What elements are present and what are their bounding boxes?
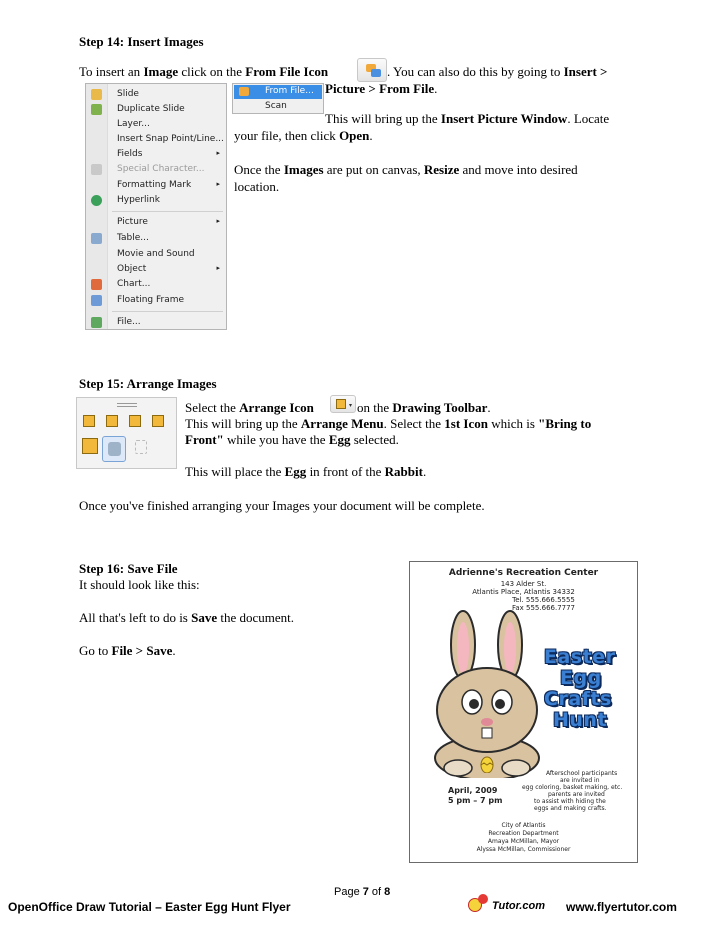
flyer-body: are invited in xyxy=(560,777,600,784)
text: Front" xyxy=(185,432,224,447)
menu-item-label: Duplicate Slide xyxy=(117,104,185,114)
page-number xyxy=(334,886,390,898)
menu-item-picture[interactable] xyxy=(86,215,226,230)
menu-item-label: Insert Snap Point/Line... xyxy=(117,134,224,144)
submenu-arrow-icon: ▸ xyxy=(216,149,220,157)
from-file-small-icon xyxy=(239,87,249,96)
text: Open xyxy=(339,128,370,143)
flyer-credit: Recreation Department xyxy=(488,830,559,837)
text: . xyxy=(434,81,438,96)
text: Insert > xyxy=(563,64,608,79)
text: . xyxy=(487,400,491,415)
text: Egg xyxy=(328,432,351,447)
step16-line1: It should look like this: xyxy=(79,577,200,592)
step15-heading: Step 15: Arrange Images xyxy=(79,376,217,391)
submenu-arrow-icon: ▸ xyxy=(216,180,220,188)
egg-icon xyxy=(480,755,494,773)
bring-forward-icon[interactable] xyxy=(106,415,118,427)
step14-para2-line2 xyxy=(234,128,373,144)
menu-item-label: Slide xyxy=(117,89,139,99)
menu-item-table[interactable] xyxy=(86,231,226,246)
text: click on the xyxy=(178,64,246,79)
text: Select the xyxy=(185,400,240,415)
menu-item-label: Formatting Mark xyxy=(117,180,192,190)
text: Page xyxy=(334,886,363,898)
flyer-address: Atlantis Place, Atlantis 34332 xyxy=(472,588,575,596)
text: File > Save xyxy=(111,643,173,658)
flyer-title: Adrienne's Recreation Center xyxy=(448,568,599,578)
table-icon xyxy=(91,233,102,244)
menu-item-label: Special Character... xyxy=(117,164,205,174)
hyperlink-icon xyxy=(91,195,102,206)
text: . xyxy=(422,464,427,479)
flyer-phone: Tel. 555.666.5555 xyxy=(512,596,575,604)
send-to-back-icon[interactable] xyxy=(152,415,164,427)
menu-item-label: Object xyxy=(117,264,147,274)
from-file-icon xyxy=(357,58,387,82)
flyer-time: 5 pm – 7 pm xyxy=(448,796,503,805)
text: Egg xyxy=(284,464,307,479)
text: From File Icon xyxy=(245,64,329,79)
text: Images xyxy=(283,162,324,177)
text: Image xyxy=(143,64,179,79)
flyer-credit: Alyssa McMillan, Commissioner xyxy=(476,846,571,853)
flyer-fax: Fax 555.666.7777 xyxy=(511,604,576,612)
step15-line4 xyxy=(185,464,426,480)
picture-submenu xyxy=(232,83,324,114)
text: This will bring up the xyxy=(185,416,301,431)
menu-item-label: Fields xyxy=(117,149,143,159)
text: . Select the xyxy=(383,416,445,431)
bring-to-front-icon[interactable] xyxy=(83,415,95,427)
text: "Bring to xyxy=(538,416,592,431)
step15-final: Once you've finished arranging your Images your document will be complete. xyxy=(79,498,485,513)
text: Arrange Menu xyxy=(300,416,384,431)
flyer-address: 143 Alder St. xyxy=(500,580,547,588)
menu-item-label: Layer... xyxy=(117,119,150,129)
arrange-icon: ▾ xyxy=(330,395,356,413)
text: All that's left to do is xyxy=(79,610,192,625)
footer-url[interactable]: www.flyertutor.com xyxy=(566,900,677,914)
menu-item-chart[interactable] xyxy=(86,277,226,292)
text: 8 xyxy=(384,886,391,898)
step14-line1 xyxy=(79,64,328,80)
menu-separator xyxy=(112,311,223,312)
submenu-arrow-icon: ▸ xyxy=(216,264,220,272)
menu-item-label: Floating Frame xyxy=(117,295,185,305)
text: . xyxy=(369,128,373,143)
menu-item-special-character xyxy=(86,162,226,177)
step16-heading: Step 16: Save File xyxy=(79,561,178,576)
flyer-body: parents are invited xyxy=(548,791,605,798)
step16-line3 xyxy=(79,643,176,659)
text: . Locate xyxy=(567,111,610,126)
menu-item-insert-snap-point[interactable] xyxy=(86,132,226,147)
flyer-credit: Amaya McMillan, Mayor xyxy=(487,838,560,845)
text: Insert Picture Window xyxy=(440,111,568,126)
flyer-body: egg coloring, basket making, etc. xyxy=(522,784,623,791)
toolbar-grip xyxy=(117,406,137,407)
arrange-toolbar xyxy=(76,397,177,469)
duplicate-slide-icon xyxy=(91,104,102,115)
text: selected. xyxy=(350,432,399,447)
text: of xyxy=(368,886,385,898)
step15-line3 xyxy=(185,432,399,448)
text: which is xyxy=(487,416,539,431)
menu-item-layer[interactable] xyxy=(86,117,226,132)
text: and move into desired xyxy=(459,162,578,177)
chart-icon xyxy=(91,279,102,290)
text: 7 xyxy=(362,886,369,898)
send-backward-icon[interactable] xyxy=(129,415,141,427)
text: Resize xyxy=(423,162,460,177)
step15-line1-end xyxy=(357,400,491,416)
floating-frame-icon xyxy=(91,295,102,306)
text: Go to xyxy=(79,643,112,658)
flyertutor-logo-icon xyxy=(464,892,494,916)
text: This will place the xyxy=(185,464,285,479)
step14-para3-line1 xyxy=(234,162,578,178)
text: are put on canvas, xyxy=(323,162,424,177)
flyertutor-logo: Tutor.com xyxy=(492,900,545,912)
menu-item-hyperlink[interactable] xyxy=(86,193,226,208)
menu-item-label: Picture xyxy=(117,217,148,227)
menu-item-label: Movie and Sound xyxy=(117,249,195,259)
step14-line2 xyxy=(325,81,437,97)
text: 1st Icon xyxy=(444,416,488,431)
text: . xyxy=(172,643,176,658)
text: Once the xyxy=(234,162,284,177)
flyer-word-egg: Egg xyxy=(560,667,602,689)
menu-item-floating-frame[interactable] xyxy=(86,293,226,308)
flyer-body: eggs and making crafts. xyxy=(534,805,607,812)
text: . You can also do this by going to xyxy=(387,64,564,79)
text: To insert an xyxy=(79,64,144,79)
text: the document. xyxy=(217,610,295,625)
menu-item-label: File... xyxy=(117,317,141,327)
flyer-word-hunt: Hunt xyxy=(553,709,608,731)
text: Save xyxy=(191,610,218,625)
menu-item-fields[interactable] xyxy=(86,147,226,162)
step14-para3-line2: location. xyxy=(234,179,280,194)
step16-line2 xyxy=(79,610,294,626)
menu-item-label: Table... xyxy=(117,233,149,243)
text: in front of the xyxy=(306,464,385,479)
footer-doc-title: OpenOffice Draw Tutorial – Easter Egg Hunt Flyer xyxy=(8,900,291,914)
insert-menu xyxy=(85,83,227,330)
text: This will bring up the xyxy=(325,111,441,126)
step15-line1 xyxy=(185,400,314,416)
text: Rabbit xyxy=(384,464,423,479)
toolbar-grip xyxy=(117,403,137,404)
menu-separator xyxy=(112,211,223,212)
flyer-credit: City of Atlantis xyxy=(501,822,546,829)
menu-item-slide[interactable] xyxy=(86,87,226,102)
slide-icon xyxy=(91,89,102,100)
file-icon xyxy=(91,317,102,328)
menu-item-movie-and-sound[interactable] xyxy=(86,247,226,262)
text: Picture > From File xyxy=(325,81,435,96)
submenu-arrow-icon: ▸ xyxy=(216,217,220,225)
text: on the xyxy=(357,400,393,415)
special-character-icon xyxy=(91,164,102,175)
menu-item-object[interactable] xyxy=(86,262,226,277)
behind-object-icon[interactable] xyxy=(102,436,126,462)
menu-item-formatting-mark[interactable] xyxy=(86,178,226,193)
text: Drawing Toolbar xyxy=(392,400,488,415)
submenu-item-from-file[interactable]: From File... xyxy=(265,86,314,96)
text: Arrange Icon xyxy=(239,400,314,415)
flyer-word-easter: Easter xyxy=(544,646,616,668)
menu-item-label: Chart... xyxy=(117,279,151,289)
step15-line2 xyxy=(185,416,591,432)
step14-para2-line1 xyxy=(325,111,609,127)
menu-item-label: Hyperlink xyxy=(117,195,160,205)
submenu-item-scan[interactable]: Scan xyxy=(265,101,287,111)
flyer-word-crafts: Crafts xyxy=(544,688,612,710)
in-front-of-object-icon[interactable] xyxy=(82,438,98,454)
step14-line1-end xyxy=(387,64,607,80)
flyer-body: to assist with hiding the xyxy=(534,798,606,805)
flyer-date: April, 2009 xyxy=(448,786,498,795)
text: your file, then click xyxy=(234,128,340,143)
text: while you have the xyxy=(223,432,329,447)
menu-item-file[interactable] xyxy=(86,315,226,330)
flyer-body: Afterschool participants xyxy=(546,770,618,777)
reverse-icon xyxy=(135,440,147,454)
menu-item-duplicate-slide[interactable] xyxy=(86,102,226,117)
flyer-preview xyxy=(409,561,638,863)
step14-heading: Step 14: Insert Images xyxy=(79,34,204,49)
